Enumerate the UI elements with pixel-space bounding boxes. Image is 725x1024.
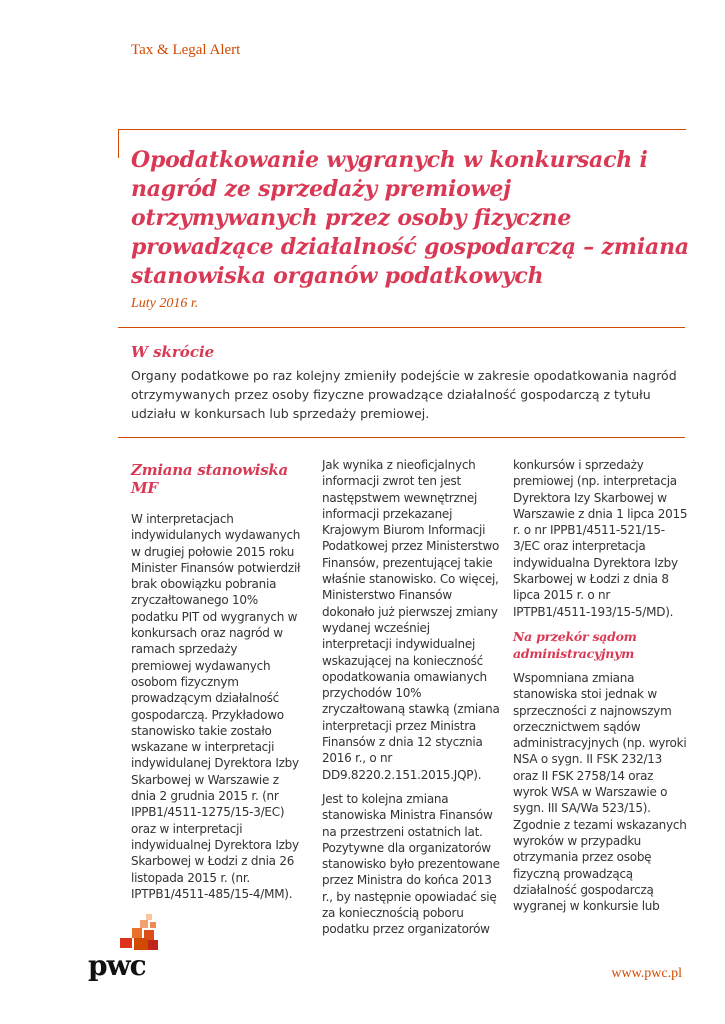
column-3 xyxy=(513,457,688,922)
paragraph: Wspomniana zmiana stanowiska stoi jednak w sprzeczności z najnowszym orzecznictwem sądów administracyjnych (np. wyroki NSA o sygn. II FSK 232/13 oraz II FSK 2758/14 oraz wyrok WSA w Warszawie o sygn. III SA/Wa 523/15). Zgodnie z tezami wskazanych wyroków w przypadku otrzymania przez osobę fizyczną prowadzącą działalność gospodarczą wygranej w konkursie lub xyxy=(513,670,687,914)
pwc-logo-wordmark: pwc xyxy=(88,949,146,982)
subsection-heading: Na przekór sądom administracyjnym xyxy=(513,628,637,661)
paragraph: Jak wynika z nieoficjalnych informacji zwrot ten jest następstwem wewnętrznej informacji przekazanej Krajowym Biurom Informacji Podatkowej przez Ministerstwo Finansów, prezentującej takie właśnie stanowisko. Co więcej, Ministerstwo Finansów dokonało już pierwszej zmiany wydanej wcześniej interpretacji indywidualnej wskazującej na konieczność opodatkowania omawianych przychodów 10% zryczałtowaną stawką (zmiana interpretacji przez Ministra Finansów z dnia 12 stycznia 2016 r., o nr DD9.8220.2.151.2015.JQP). xyxy=(322,458,500,782)
section-heading: Zmiana stanowiska MF xyxy=(131,461,289,497)
website-link[interactable]: www.pwc.pl xyxy=(611,966,682,981)
column-2 xyxy=(322,457,502,946)
document-series-label: Tax & Legal Alert xyxy=(131,42,241,58)
document-title: Opodatkowanie wygranych w konkursach i nagród ze sprzedaży premiowej otrzymywanych przez osoby fizyczne prowadzące działalność gospodarczą – zmiana stanowiska organów podatkowych xyxy=(131,147,689,289)
paragraph: Jest to kolejna zmiana stanowiska Ministra Finansów na przestrzeni ostatnich lat. Pozytywne dla organizatorów stanowisko było prezentowane przez Ministra do końca 2013 r., by następnie opowiadać się za koniecznością poboru podatku przez organizatorów xyxy=(322,791,500,937)
document-date: Luty 2016 r. xyxy=(131,296,199,311)
paragraph: konkursów i sprzedaży premiowej (np. interpretacja Dyrektora Izy Skarbowej w Warszawie z dnia 1 lipca 2015 r. o nr IPPB1/4511-521/15-3/EC oraz interpretacja indywidualna Dyrektora Izby Skarbowej w Łodzi z dnia 8 lipca 2015 r. o nr IPTPB1/4511-193/15-5/MD). xyxy=(513,458,688,619)
column-1 xyxy=(131,457,301,910)
divider-top xyxy=(118,327,685,328)
summary-text: Organy podatkowe po raz kolejny zmieniły podejście w zakresie opodatkowania nagród otrzymywanych przez osoby fizyczne prowadzące działalność gospodarczą z tytułu udziału w konkursach lub sprzedaży premiowej. xyxy=(131,368,677,421)
divider-summary xyxy=(118,437,685,438)
summary-heading: W skrócie xyxy=(131,343,215,361)
paragraph: W interpretacjach indywidulanych wydawanych w drugiej połowie 2015 roku Minister Finansów potwierdził brak obowiązku pobrania zryczałtowanego 10% podatku PIT od wygranych w konkursach oraz nagród w ramach sprzedaży premiowej wydawanych osobom fizycznym prowadzącym działalność gospodarczą. Przykładowo stanowisko takie zostało wskazane w interpretacji indywidulanej Dyrektora Izby Skarbowej w Warszawie z dnia 2 grudnia 2015 r. (nr IPPB1/4511-1275/15-3/EC) oraz w interpretacji indywidualnej Dyrektora Izby Skarbowej w Łodzi z dnia 26 listopada 2015 r. (nr. IPTPB1/4511-485/15-4/MM). xyxy=(131,512,301,901)
